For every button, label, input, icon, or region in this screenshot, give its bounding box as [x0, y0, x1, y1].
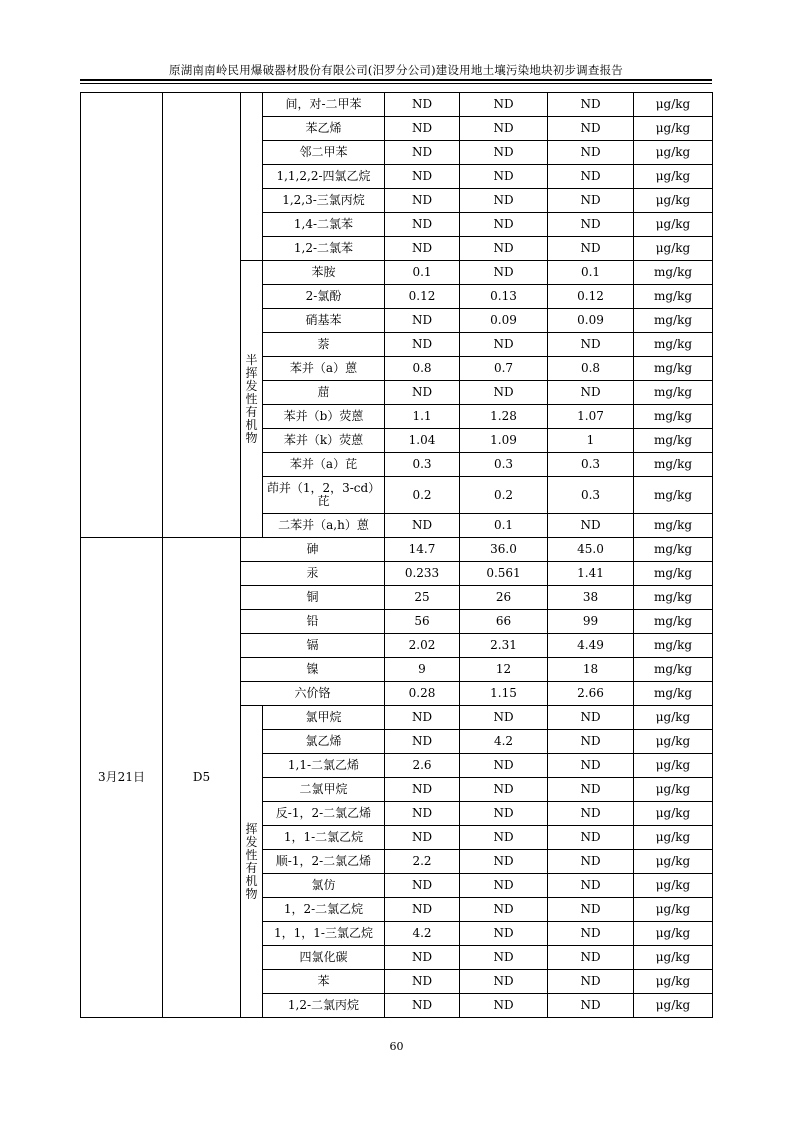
value-cell: 66	[460, 610, 548, 634]
analyte-cell: 䓛	[263, 381, 385, 405]
analyte-cell: 氯甲烷	[263, 706, 385, 730]
value-cell: 1.28	[460, 405, 548, 429]
unit-cell: mg/kg	[634, 610, 713, 634]
value-cell: 1.09	[460, 429, 548, 453]
unit-cell: μg/kg	[634, 922, 713, 946]
unit-cell: μg/kg	[634, 730, 713, 754]
value-cell: ND	[460, 261, 548, 285]
page-number: 60	[389, 1040, 404, 1053]
unit-cell: μg/kg	[634, 237, 713, 261]
unit-cell: μg/kg	[634, 874, 713, 898]
value-cell: ND	[460, 706, 548, 730]
analyte-cell: 间，对-二甲苯	[263, 93, 385, 117]
value-cell: ND	[548, 189, 634, 213]
analyte-cell: 二苯并（a,h）蒽	[263, 514, 385, 538]
unit-cell: mg/kg	[634, 477, 713, 514]
value-cell: ND	[460, 898, 548, 922]
value-cell: ND	[385, 706, 460, 730]
point-cell-prev	[163, 93, 241, 538]
analyte-cell: 苯并（k）荧蒽	[263, 429, 385, 453]
unit-cell: μg/kg	[634, 117, 713, 141]
value-cell: ND	[548, 946, 634, 970]
value-cell: ND	[460, 826, 548, 850]
value-cell: ND	[385, 802, 460, 826]
analyte-cell: 1,2-二氯丙烷	[263, 994, 385, 1018]
unit-cell: μg/kg	[634, 754, 713, 778]
analyte-cell: 氯仿	[263, 874, 385, 898]
unit-cell: μg/kg	[634, 802, 713, 826]
value-cell: 0.2	[460, 477, 548, 514]
unit-cell: μg/kg	[634, 850, 713, 874]
value-cell: 1.41	[548, 562, 634, 586]
report-header: 原湖南南岭民用爆破器材股份有限公司(汨罗分公司)建设用地土壤污染地块初步调查报告	[169, 63, 623, 77]
value-cell: ND	[548, 802, 634, 826]
value-cell: ND	[385, 514, 460, 538]
point-cell: D5	[163, 538, 241, 1018]
value-cell: ND	[548, 117, 634, 141]
unit-cell: mg/kg	[634, 562, 713, 586]
analyte-cell: 邻二甲苯	[263, 141, 385, 165]
value-cell: 2.02	[385, 634, 460, 658]
value-cell: ND	[385, 946, 460, 970]
analyte-cell: 氯乙烯	[263, 730, 385, 754]
value-cell: ND	[460, 333, 548, 357]
unit-cell: mg/kg	[634, 586, 713, 610]
table-row	[81, 538, 713, 562]
value-cell: ND	[385, 381, 460, 405]
value-cell: ND	[385, 165, 460, 189]
analyte-cell: 四氯化碳	[263, 946, 385, 970]
value-cell: ND	[385, 309, 460, 333]
analyte-cell: 1，1-二氯乙烷	[263, 826, 385, 850]
analyte-cell: 苯并（a）蒽	[263, 357, 385, 381]
unit-cell: μg/kg	[634, 706, 713, 730]
value-cell: ND	[548, 514, 634, 538]
table-row	[81, 93, 713, 117]
value-cell: 2.6	[385, 754, 460, 778]
value-cell: ND	[385, 826, 460, 850]
value-cell: ND	[385, 189, 460, 213]
value-cell: 1.1	[385, 405, 460, 429]
unit-cell: mg/kg	[634, 261, 713, 285]
value-cell: ND	[385, 333, 460, 357]
value-cell: ND	[548, 826, 634, 850]
analyte-cell: 2-氯酚	[263, 285, 385, 309]
value-cell: 0.2	[385, 477, 460, 514]
analyte-cell: 茚并（1，2，3-cd）芘	[263, 477, 385, 514]
unit-cell: μg/kg	[634, 898, 713, 922]
value-cell: ND	[548, 970, 634, 994]
value-cell: ND	[460, 874, 548, 898]
value-cell: 99	[548, 610, 634, 634]
unit-cell: mg/kg	[634, 634, 713, 658]
value-cell: ND	[548, 213, 634, 237]
analyte-cell: 苯	[263, 970, 385, 994]
analyte-cell: 镉	[241, 634, 385, 658]
value-cell: ND	[548, 850, 634, 874]
header-rule-thick	[80, 79, 712, 81]
value-cell: 0.233	[385, 562, 460, 586]
value-cell: 0.3	[548, 477, 634, 514]
value-cell: 56	[385, 610, 460, 634]
value-cell: ND	[460, 189, 548, 213]
value-cell: ND	[385, 898, 460, 922]
unit-cell: μg/kg	[634, 970, 713, 994]
value-cell: 1.04	[385, 429, 460, 453]
unit-cell: mg/kg	[634, 429, 713, 453]
value-cell: 4.2	[460, 730, 548, 754]
value-cell: ND	[548, 730, 634, 754]
voc-category-label: 挥 发 性 有 机 物	[245, 821, 258, 901]
value-cell: ND	[460, 381, 548, 405]
value-cell: ND	[548, 237, 634, 261]
unit-cell: mg/kg	[634, 285, 713, 309]
analyte-cell: 1，1，1-三氯乙烷	[263, 922, 385, 946]
value-cell: 45.0	[548, 538, 634, 562]
value-cell: ND	[460, 970, 548, 994]
unit-cell: mg/kg	[634, 405, 713, 429]
value-cell: 36.0	[460, 538, 548, 562]
unit-cell: μg/kg	[634, 826, 713, 850]
analyte-cell: 1,2,3-三氯丙烷	[263, 189, 385, 213]
analyte-cell: 苯乙烯	[263, 117, 385, 141]
value-cell: 25	[385, 586, 460, 610]
date-cell-prev	[81, 93, 163, 538]
value-cell: ND	[548, 333, 634, 357]
value-cell: 0.1	[548, 261, 634, 285]
value-cell: 2.2	[385, 850, 460, 874]
analyte-cell: 硝基苯	[263, 309, 385, 333]
value-cell: ND	[385, 141, 460, 165]
value-cell: ND	[548, 706, 634, 730]
unit-cell: mg/kg	[634, 453, 713, 477]
analyte-cell: 砷	[241, 538, 385, 562]
value-cell: 0.3	[548, 453, 634, 477]
analyte-cell: 萘	[263, 333, 385, 357]
value-cell: ND	[548, 994, 634, 1018]
analyte-cell: 1,2-二氯苯	[263, 237, 385, 261]
value-cell: ND	[385, 117, 460, 141]
value-cell: ND	[385, 970, 460, 994]
svoc-category-label: 半 挥 发 性 有 机 物	[245, 352, 258, 445]
value-cell: 0.8	[385, 357, 460, 381]
value-cell: 18	[548, 658, 634, 682]
unit-cell: mg/kg	[634, 381, 713, 405]
value-cell: ND	[385, 213, 460, 237]
value-cell: 0.13	[460, 285, 548, 309]
value-cell: 12	[460, 658, 548, 682]
value-cell: ND	[460, 237, 548, 261]
value-cell: 4.49	[548, 634, 634, 658]
analyte-cell: 铜	[241, 586, 385, 610]
value-cell: 38	[548, 586, 634, 610]
value-cell: ND	[385, 237, 460, 261]
analyte-cell: 铅	[241, 610, 385, 634]
value-cell: ND	[460, 994, 548, 1018]
value-cell: ND	[460, 165, 548, 189]
analyte-cell: 1，2-二氯乙烷	[263, 898, 385, 922]
value-cell: 1.07	[548, 405, 634, 429]
unit-cell: mg/kg	[634, 682, 713, 706]
unit-cell: μg/kg	[634, 141, 713, 165]
value-cell: ND	[548, 381, 634, 405]
unit-cell: mg/kg	[634, 309, 713, 333]
value-cell: 26	[460, 586, 548, 610]
value-cell: ND	[460, 802, 548, 826]
value-cell: 4.2	[385, 922, 460, 946]
value-cell: 1.15	[460, 682, 548, 706]
value-cell: ND	[548, 93, 634, 117]
svoc-category	[241, 261, 263, 538]
unit-cell: μg/kg	[634, 165, 713, 189]
unit-cell: μg/kg	[634, 189, 713, 213]
unit-cell: mg/kg	[634, 658, 713, 682]
value-cell: 0.28	[385, 682, 460, 706]
date-cell: 3月21日	[81, 538, 163, 1018]
value-cell: ND	[460, 141, 548, 165]
unit-cell: μg/kg	[634, 994, 713, 1018]
analyte-cell: 1,4-二氯苯	[263, 213, 385, 237]
unit-cell: μg/kg	[634, 778, 713, 802]
value-cell: 0.1	[385, 261, 460, 285]
unit-cell: μg/kg	[634, 93, 713, 117]
value-cell: ND	[460, 946, 548, 970]
value-cell: ND	[460, 850, 548, 874]
value-cell: 0.1	[460, 514, 548, 538]
value-cell: ND	[548, 165, 634, 189]
unit-cell: mg/kg	[634, 514, 713, 538]
analyte-cell: 汞	[241, 562, 385, 586]
unit-cell: mg/kg	[634, 538, 713, 562]
value-cell: 1	[548, 429, 634, 453]
value-cell: ND	[385, 778, 460, 802]
value-cell: 2.66	[548, 682, 634, 706]
value-cell: ND	[460, 922, 548, 946]
value-cell: 0.09	[548, 309, 634, 333]
value-cell: 2.31	[460, 634, 548, 658]
analyte-cell: 苯并（b）荧蒽	[263, 405, 385, 429]
value-cell: ND	[548, 778, 634, 802]
unit-cell: μg/kg	[634, 213, 713, 237]
analyte-cell: 二氯甲烷	[263, 778, 385, 802]
analyte-cell: 反-1，2-二氯乙烯	[263, 802, 385, 826]
analyte-cell: 六价铬	[241, 682, 385, 706]
value-cell: ND	[548, 754, 634, 778]
value-cell: ND	[460, 778, 548, 802]
analyte-cell: 1,1,2,2-四氯乙烷	[263, 165, 385, 189]
results-table	[80, 92, 713, 1018]
analyte-cell: 1,1-二氯乙烯	[263, 754, 385, 778]
value-cell: 0.12	[385, 285, 460, 309]
value-cell: 0.09	[460, 309, 548, 333]
value-cell: ND	[460, 93, 548, 117]
unit-cell: mg/kg	[634, 357, 713, 381]
analyte-cell: 苯胺	[263, 261, 385, 285]
header-rule-thin	[80, 83, 712, 84]
category-cell-prev	[241, 93, 263, 261]
unit-cell: mg/kg	[634, 333, 713, 357]
value-cell: 0.561	[460, 562, 548, 586]
value-cell: ND	[548, 141, 634, 165]
value-cell: ND	[460, 754, 548, 778]
analyte-cell: 镍	[241, 658, 385, 682]
analyte-cell: 顺-1，2-二氯乙烯	[263, 850, 385, 874]
value-cell: ND	[548, 922, 634, 946]
voc-category	[241, 706, 263, 1018]
value-cell: ND	[385, 93, 460, 117]
value-cell: 0.8	[548, 357, 634, 381]
value-cell: 9	[385, 658, 460, 682]
value-cell: 0.7	[460, 357, 548, 381]
value-cell: ND	[548, 898, 634, 922]
value-cell: ND	[460, 117, 548, 141]
value-cell: 0.12	[548, 285, 634, 309]
value-cell: ND	[548, 874, 634, 898]
analyte-cell: 苯并（a）芘	[263, 453, 385, 477]
value-cell: 0.3	[460, 453, 548, 477]
value-cell: 0.3	[385, 453, 460, 477]
value-cell: ND	[460, 213, 548, 237]
value-cell: ND	[385, 994, 460, 1018]
value-cell: ND	[385, 874, 460, 898]
value-cell: 14.7	[385, 538, 460, 562]
unit-cell: μg/kg	[634, 946, 713, 970]
value-cell: ND	[385, 730, 460, 754]
